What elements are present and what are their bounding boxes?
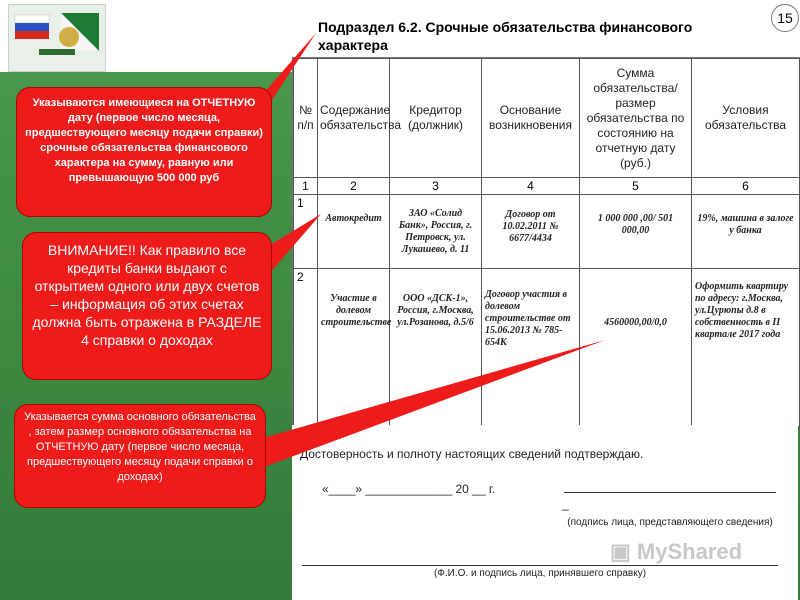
- column-header: Основание возникновения: [482, 59, 580, 178]
- date-field: «____» _____________ 20 __ г.: [322, 482, 496, 496]
- column-number: 1: [294, 178, 318, 195]
- column-number: 6: [692, 178, 800, 195]
- callout-amount: [14, 404, 266, 508]
- column-number: 2: [318, 178, 390, 195]
- row-number: 2: [294, 269, 318, 427]
- watermark-text: MyShared: [636, 539, 743, 564]
- callout-3-pointer: [256, 340, 605, 470]
- column-header: № п/п: [294, 59, 318, 178]
- signature-dash: _: [562, 497, 569, 511]
- obligation-content: Автокредит: [318, 195, 390, 269]
- conditions: Оформить квартиру по адресу: г.Москва, ул.Цурюпы д.8 в собственность в II квартале 2017 года: [692, 269, 800, 427]
- signature-caption: (подпись лица, представляющего сведения): [567, 517, 773, 528]
- amount: 1 000 000 ,00/ 501 000,00: [580, 195, 692, 269]
- callout-1-text: Указываются имеющиеся на ОТЧЕТНУЮ дату (первое число месяца, предшествующего месяцу подачи справки) срочные обязательства финансового характера на сумму, равную или превышающую 500 000 руб: [25, 97, 263, 184]
- name-caption: (Ф.И.О. и подпись лица, принявшего справку): [433, 568, 647, 579]
- column-header: Содержание обязательства: [318, 59, 390, 178]
- creditor: ЗАО «Солид Банк», Россия, г. Петровск, ул. Лукашево, д. 11: [390, 195, 482, 269]
- conditions: 19%, машина в залоге у банка: [692, 195, 800, 269]
- column-header: Кредитор (должник): [390, 59, 482, 178]
- creditor: ООО «ДСК-1», Россия, г.Москва, ул.Розанова, д.5/6: [390, 269, 482, 427]
- column-number: 3: [390, 178, 482, 195]
- callout-reporting-date: [16, 87, 272, 217]
- column-number: 4: [482, 178, 580, 195]
- obligation-content: Участие в долевом строительстве: [318, 269, 390, 427]
- projector-icon: ▣: [610, 539, 631, 564]
- amount: 4560000,00/0,0: [580, 269, 692, 427]
- column-header: Условия обязательства: [692, 59, 800, 178]
- page-title: Подраздел 6.2. Срочные обязательства финансового характера: [318, 19, 693, 53]
- page-number: 15: [771, 4, 799, 32]
- confirmation-text: Достоверность и полноту настоящих сведений подтверждаю.: [300, 447, 644, 461]
- column-number: 5: [580, 178, 692, 195]
- callout-2-text: ВНИМАНИЕ!! Как правило все кредиты банки выдают с открытием одного или двух счетов – информация об этих счетах должна быть отражена в РАЗДЕЛЕ 4 справки о доходах: [32, 242, 262, 348]
- column-header: Сумма обязательства/ размер обязательства по состоянию на отчетную дату (руб.): [580, 59, 692, 178]
- basis: Договор от 10.02.2011 № 6677/4434: [482, 195, 580, 269]
- callout-3-text: Указывается сумма основного обязательства , затем размер основного обязательства на ОТЧЕТНУЮ дату (первое число месяца, предшествующего месяцу подачи справки о доходах): [24, 411, 256, 483]
- basis: Договор участия в долевом строительстве от 15.06.2013 № 785-654К: [482, 269, 580, 427]
- row-number: 1: [294, 195, 318, 269]
- callout-attention: [22, 232, 272, 380]
